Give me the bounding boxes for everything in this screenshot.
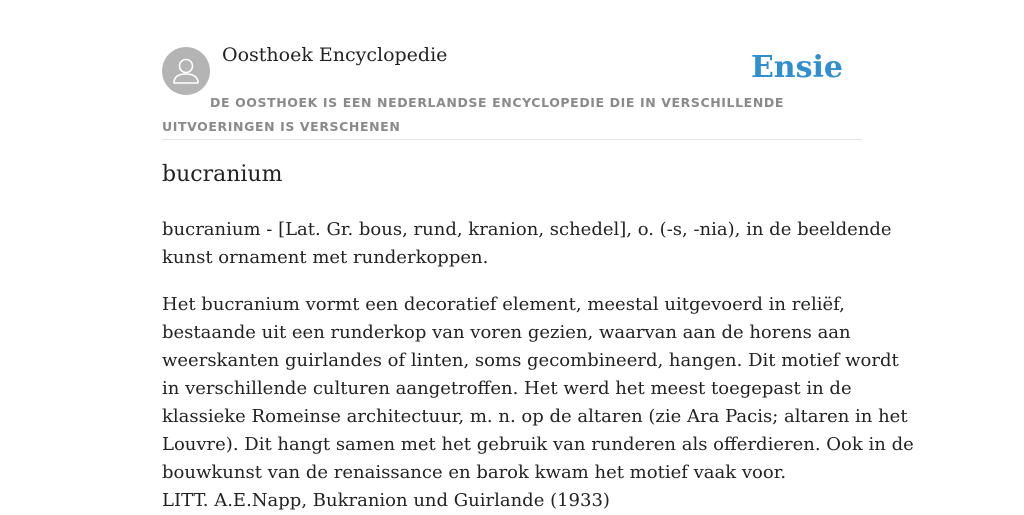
body-line: klassieke Romeinse architectuur, m. n. op de altaren (zie Ara Pacis; altaren in het <box>162 406 908 427</box>
definition-line: bucranium - [Lat. Gr. bous, rund, kranion, schedel], o. (-s, -nia), in de beeldende <box>162 219 892 240</box>
body-line: bestaande uit een runderkop van voren gezien, waarvan aan de horens aan <box>162 322 851 343</box>
body-line: Het bucranium vormt een decoratief element, meestal uitgevoerd in reliëf, <box>162 294 845 315</box>
brand-logo[interactable]: Ensie <box>750 50 843 85</box>
definition-paragraph <box>162 216 892 272</box>
body-line: bouwkunst van de renaissance en barok kwam het motief vaak voor. <box>162 462 787 483</box>
literature-reference: LITT. A.E.Napp, Bukranion und Guirlande (1933) <box>162 490 610 511</box>
body-paragraph <box>162 291 914 515</box>
user-icon <box>162 47 210 95</box>
site-tagline: DE OOSTHOEK IS EEN NEDERLANDSE ENCYCLOPEDIE DIE IN VERSCHILLENDE UITVOERINGEN IS VERSCHENEN <box>162 95 784 134</box>
body-line: in verschillende culturen aangetroffen. Het werd het meest toegepast in de <box>162 378 852 399</box>
body-line: weerskanten guirlandes of linten, soms gecombineerd, hangen. Dit motief wordt <box>162 350 899 371</box>
definition-line: kunst ornament met runderkoppen. <box>162 247 489 268</box>
entry-title: bucranium <box>162 162 283 187</box>
header-divider <box>162 139 862 140</box>
site-title[interactable]: Oosthoek Encyclopedie <box>222 44 448 66</box>
page <box>162 0 914 512</box>
body-line: Louvre). Dit hangt samen met het gebruik van runderen als offerdieren. Ook in de <box>162 434 914 455</box>
avatar[interactable] <box>162 47 210 95</box>
